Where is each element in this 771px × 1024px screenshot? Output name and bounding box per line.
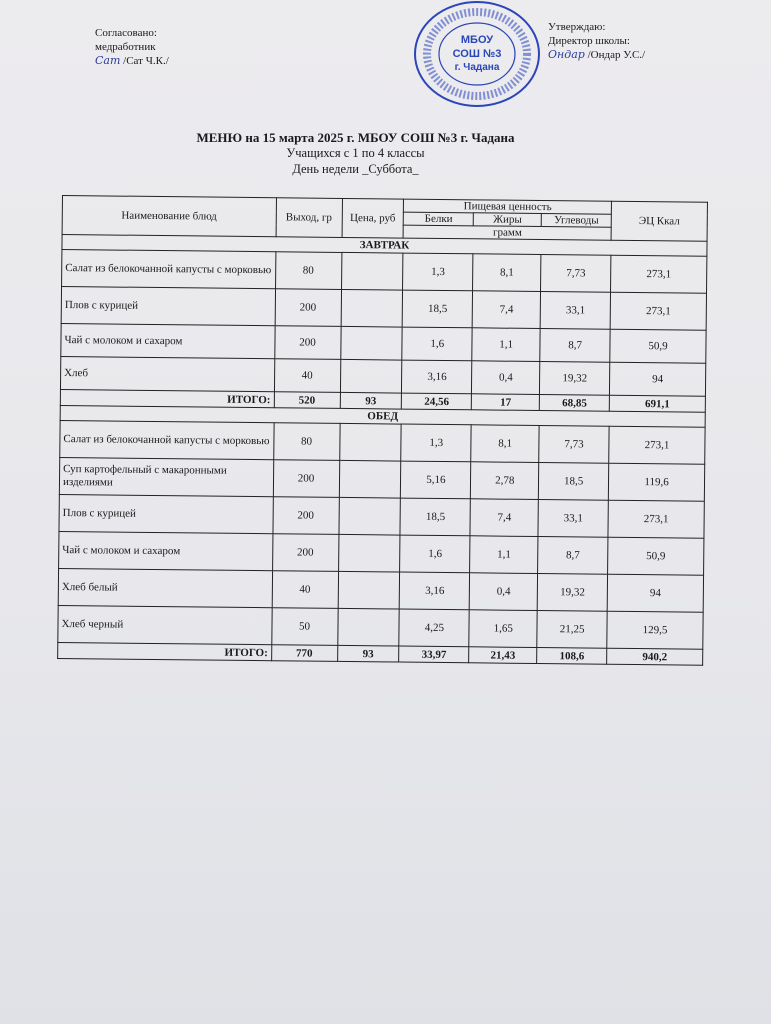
dish-output: 50	[271, 608, 337, 646]
dish-carbs: 33,1	[538, 500, 608, 538]
dish-protein: 1,6	[402, 327, 472, 361]
dish-kcal: 94	[610, 362, 706, 396]
total-protein: 33,97	[399, 646, 469, 663]
approval-left-role: медработник	[95, 41, 156, 53]
header-nutrition: Пищевая ценность	[404, 199, 612, 214]
school-stamp	[405, 0, 555, 118]
total-protein: 24,56	[402, 393, 472, 410]
dish-protein: 3,16	[400, 572, 470, 610]
header-fat: Жиры	[474, 213, 542, 227]
dish-output: 200	[272, 534, 338, 572]
menu-weekday: День недели _Суббота_	[292, 162, 419, 176]
dish-output: 40	[274, 359, 340, 393]
dish-price	[338, 534, 400, 572]
dish-protein: 18,5	[400, 498, 470, 536]
dish-name: Салат из белокочанной капусты с морковью	[62, 250, 276, 289]
dish-price	[339, 423, 401, 461]
breakfast-title: ЗАВТРАК	[62, 235, 707, 257]
dish-protein: 3,16	[402, 360, 472, 394]
dish-output: 200	[273, 460, 339, 498]
dish-name: Чай с молоком и сахаром	[61, 323, 275, 358]
dish-price	[338, 571, 400, 609]
dish-price	[340, 326, 402, 360]
signature-left: Сат	[95, 54, 121, 67]
total-carbs: 108,6	[537, 647, 607, 664]
dish-carbs: 18,5	[539, 463, 609, 501]
dish-carbs: 33,1	[540, 292, 610, 330]
dish-kcal: 94	[607, 574, 703, 612]
dish-kcal: 50,9	[608, 537, 704, 575]
total-output: 520	[274, 392, 340, 409]
dish-kcal: 273,1	[610, 292, 706, 330]
dish-protein: 1,6	[400, 535, 470, 573]
menu-subtitle: Учащихся с 1 по 4 классы	[286, 146, 425, 160]
menu-title: МЕНЮ на 15 марта 2025 г. МБОУ СОШ №3 г. Чадана	[196, 130, 515, 145]
dish-protein: 5,16	[401, 461, 471, 499]
dish-output: 200	[275, 289, 341, 327]
header-protein: Белки	[404, 212, 474, 226]
dish-price	[338, 497, 400, 535]
stamp-line2: СОШ №3	[452, 48, 502, 60]
dish-name: Хлеб черный	[58, 605, 272, 644]
dish-name: Салат из белокочанной капусты с морковью	[60, 420, 274, 459]
dish-price	[341, 252, 403, 290]
header-kcal: ЭЦ Ккал	[611, 201, 707, 241]
approval-left-name: /Сат Ч.К./	[123, 55, 169, 67]
dish-name: Хлеб	[60, 356, 274, 391]
approval-right-name: /Ондар У.С./	[587, 49, 646, 61]
dish-protein: 18,5	[403, 290, 473, 328]
total-output: 770	[271, 645, 337, 662]
dish-price	[339, 460, 401, 498]
dish-output: 80	[273, 423, 339, 461]
dish-fat: 8,1	[473, 254, 541, 292]
stamp-line1: МБОУ	[460, 34, 494, 46]
dish-kcal: 273,1	[609, 426, 705, 464]
dish-fat: 2,78	[471, 462, 539, 500]
dish-carbs: 8,7	[538, 537, 608, 575]
header-name: Наименование блюд	[62, 196, 276, 237]
total-label: ИТОГО:	[60, 389, 274, 407]
signature-right: Ондар	[548, 48, 585, 61]
dish-kcal: 273,1	[611, 255, 707, 293]
dish-name: Чай с молоком и сахаром	[59, 531, 273, 570]
dish-protein: 4,25	[399, 609, 469, 647]
approval-right-heading: Утверждаю:	[548, 21, 606, 33]
dish-name: Суп картофельный с макаронными изделиями	[59, 457, 273, 496]
approval-right-role: Директор школы:	[548, 35, 630, 47]
dish-fat: 1,65	[469, 610, 537, 648]
dish-price	[340, 359, 402, 393]
approval-left	[95, 26, 169, 68]
dish-output: 200	[273, 497, 339, 535]
header-output: Выход, гр	[276, 198, 342, 238]
dish-kcal: 119,6	[608, 463, 704, 501]
header-price: Цена, руб	[342, 198, 404, 238]
dish-protein: 1,3	[401, 424, 471, 462]
dish-fat: 1,1	[472, 328, 540, 362]
total-kcal: 940,2	[607, 648, 703, 665]
total-fat: 21,43	[469, 647, 537, 664]
dish-fat: 0,4	[469, 573, 537, 611]
dish-output: 80	[275, 252, 341, 290]
table-header-row	[62, 196, 707, 216]
dish-kcal: 273,1	[608, 500, 704, 538]
total-kcal: 691,1	[609, 395, 705, 412]
dish-fat: 7,4	[472, 291, 540, 329]
header-unit: грамм	[403, 225, 611, 240]
dish-output: 200	[274, 326, 340, 360]
stamp-line3: г. Чадана	[454, 62, 500, 73]
dish-kcal: 129,5	[607, 611, 703, 649]
total-carbs: 68,85	[539, 395, 609, 412]
dish-output: 40	[272, 571, 338, 609]
total-price: 93	[337, 645, 399, 662]
dish-fat: 0,4	[472, 361, 540, 395]
dish-price	[341, 289, 403, 327]
dish-name: Хлеб белый	[58, 568, 272, 607]
total-fat: 17	[472, 394, 540, 411]
dish-carbs: 19,32	[537, 574, 607, 612]
menu-table	[57, 195, 708, 666]
dish-price	[337, 608, 399, 646]
dish-protein: 1,3	[403, 253, 473, 291]
dish-carbs: 21,25	[537, 611, 607, 649]
approval-right	[548, 20, 645, 62]
lunch-title: ОБЕД	[60, 405, 705, 427]
header-carbs: Углеводы	[541, 214, 611, 228]
dish-fat: 7,4	[470, 499, 538, 537]
total-price: 93	[340, 392, 402, 409]
dish-carbs: 7,73	[541, 255, 611, 293]
dish-carbs: 8,7	[540, 329, 610, 363]
dish-carbs: 7,73	[539, 426, 609, 464]
approval-left-heading: Согласовано:	[95, 27, 157, 39]
dish-kcal: 50,9	[610, 329, 706, 363]
dish-name: Плов с курицей	[59, 494, 273, 533]
dish-name: Плов с курицей	[61, 287, 275, 326]
total-label: ИТОГО:	[58, 642, 272, 660]
dish-fat: 1,1	[470, 536, 538, 574]
dish-carbs: 19,32	[540, 362, 610, 396]
dish-fat: 8,1	[471, 425, 539, 463]
